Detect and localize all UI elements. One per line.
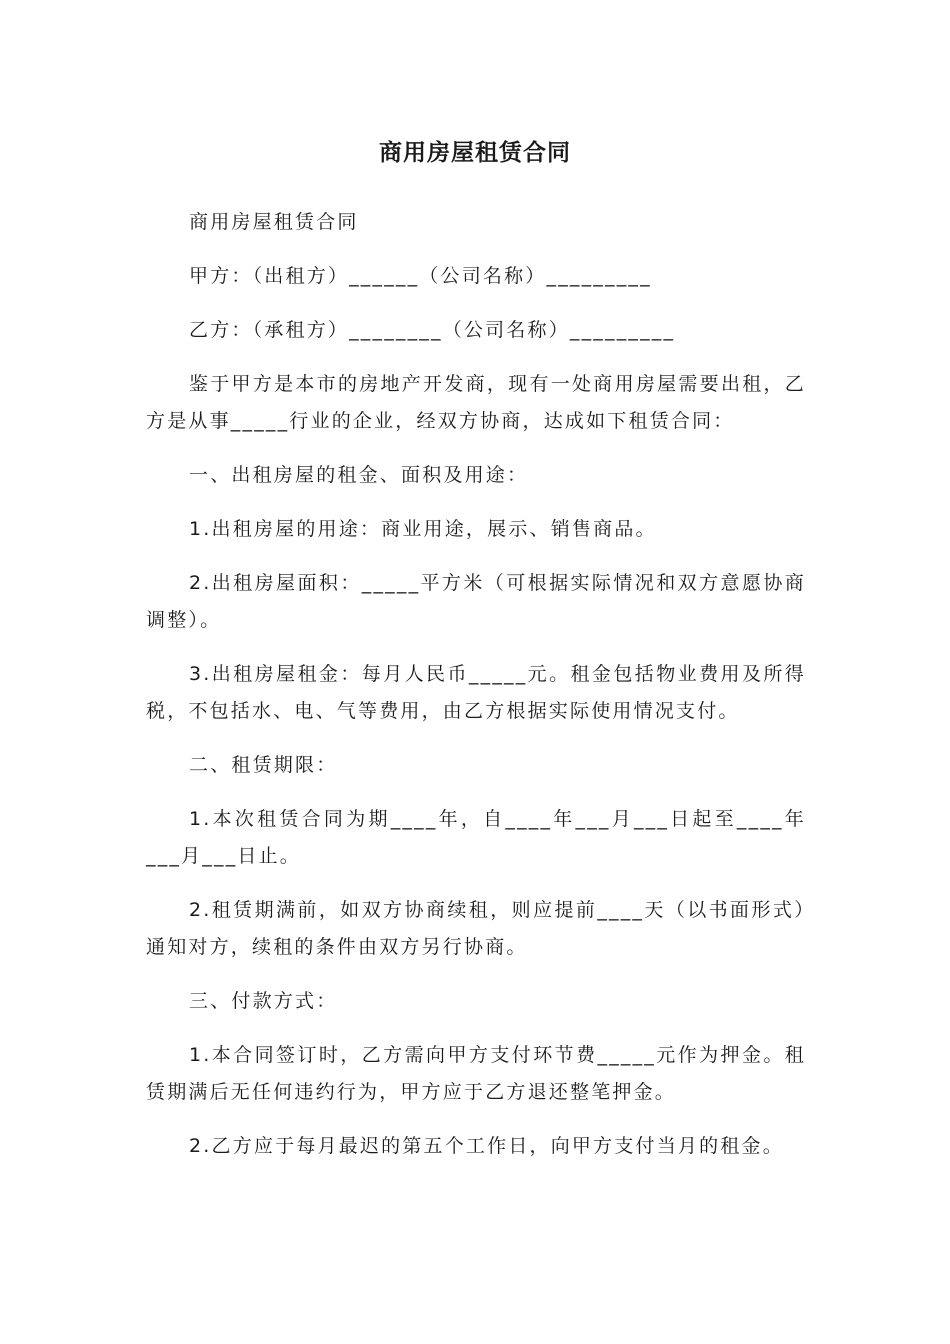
paragraph-party-a: 甲方：（出租方）______（公司名称）_________	[189, 265, 652, 287]
clause-1-2: 2.出租房屋面积：_____平方米（可根据实际情况和双方意愿协商调整）。	[146, 572, 806, 631]
clause-3-1: 1.本合同签订时，乙方需向甲方支付环节费_____元作为押金。租赁期满后无任何违约行为，甲方应于乙方退还整笔押金。	[146, 1044, 806, 1103]
section-heading-1: 一、出租房屋的租金、面积及用途：	[189, 464, 529, 486]
paragraph-heading-repeat: 商用房屋租赁合同	[189, 211, 359, 233]
clause-1-1: 1.出租房屋的用途：商业用途，展示、销售商品。	[189, 518, 657, 540]
document-body	[146, 204, 806, 1182]
clause-1-3: 3.出租房屋租金：每月人民币_____元。租金包括物业费用及所得税，不包括水、电、气等费用，由乙方根据实际使用情况支付。	[146, 663, 806, 722]
section-heading-2: 二、租赁期限：	[189, 754, 338, 776]
clause-2-1: 1.本次租赁合同为期____年，自____年___月___日起至____年___月___日止。	[146, 808, 806, 867]
paragraph-preamble: 鉴于甲方是本市的房地产开发商，现有一处商用房屋需要出租，乙方是从事_____行业的企业，经双方协商，达成如下租赁合同：	[146, 373, 806, 432]
section-heading-3: 三、付款方式：	[189, 990, 338, 1012]
document-title: 商用房屋租赁合同	[379, 140, 571, 166]
clause-2-2: 2.租赁期满前，如双方协商续租，则应提前____天（以书面形式）通知对方，续租的条件由双方另行协商。	[146, 899, 806, 958]
paragraph-party-b: 乙方：（承租方）________（公司名称）_________	[189, 319, 676, 341]
clause-3-2: 2.乙方应于每月最迟的第五个工作日，向甲方支付当月的租金。	[189, 1135, 784, 1157]
